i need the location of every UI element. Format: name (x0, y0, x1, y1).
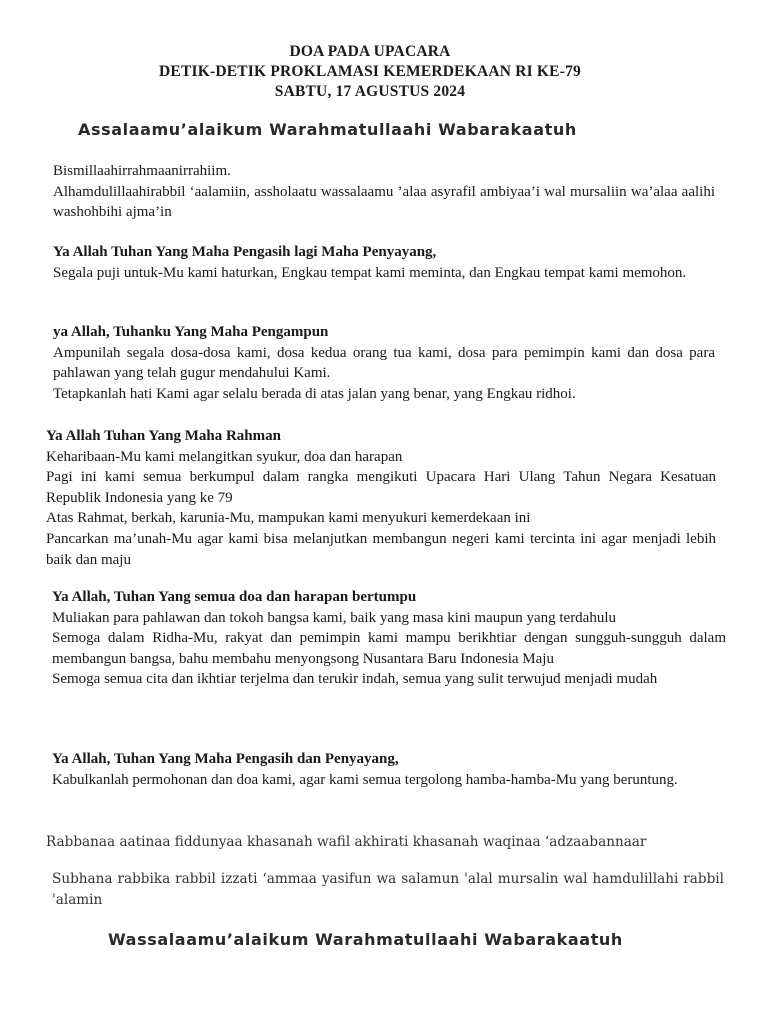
closing-prayer-rabbanaa: Rabbanaa aatinaa fiddunyaa khasanah wafil akhirati khasanah waqinaa ‘adzaabannaar (46, 834, 647, 850)
title-line-2: DETIK-DETIK PROKLAMASI KEMERDEKAAN RI KE-79 (159, 63, 581, 80)
paragraph-line: Muliakan para pahlawan dan tokoh bangsa kami, baik yang masa kini maupun yang terdahulu (52, 609, 617, 626)
paragraph-line: Pancarkan ma’unah-Mu agar kami bisa melanjutkan membangun negeri kami tercinta ini agar menjadi lebih baik dan maju (46, 530, 716, 568)
section-heading: Ya Allah, Tuhan Yang semua doa dan harapan bertumpu (52, 589, 417, 605)
paragraph-line: Semoga dalam Ridha-Mu, rakyat dan pemimpin kami mampu berikhtiar dengan sungguh-sungguh dalam membangun bangsa, bahu membahu menyongsong Nusantara Baru Indonesia Maju (52, 630, 726, 667)
paragraph-line: Semoga semua cita dan ikhtiar terjelma dan terukir indah, semua yang sulit terwujud menjadi mudah (52, 671, 658, 688)
section-pengampun (53, 322, 715, 404)
section-heading: Ya Allah, Tuhan Yang Maha Pengasih dan Penyayang, (52, 751, 399, 767)
closing-prayer-subhana: Subhana rabbika rabbil izzati ‘ammaa yasifun wa salamun 'alal mursalin wal hamdulillahi rabbil 'alamin (52, 871, 724, 908)
paragraph-line: Kabulkanlah permohonan dan doa kami, agar kami semua tergolong hamba-hamba-Mu yang beruntung. (52, 771, 678, 788)
section-opening (53, 161, 715, 223)
paragraph-line: Atas Rahmat, berkah, karunia-Mu, mampukan kami menyukuri kemerdekaan ini (46, 510, 531, 527)
closing-greeting: Wassalaamu’alaikum Warahmatullaahi Wabarakaatuh (108, 930, 623, 949)
paragraph-line: Segala puji untuk-Mu kami haturkan, Engkau tempat kami meminta, dan Engkau tempat kami memohon. (53, 264, 687, 281)
paragraph-line: Tetapkanlah hati Kami agar selalu berada di atas jalan yang benar, yang Engkau ridhoi. (53, 385, 576, 402)
document-title (0, 42, 740, 102)
title-line-3: SABTU, 17 AGUSTUS 2024 (274, 83, 466, 100)
paragraph-line: Alhamdulillaahirabbil ‘aalamiin, assholaatu wassalaamu ’alaa asyrafil ambiyaa’i wal mursaliin wa’alaa aalihi washohbihi ajma’in (53, 183, 715, 221)
section-harapan (52, 587, 726, 690)
opening-greeting: Assalaamu’alaikum Warahmatullaahi Wabarakaatuh (78, 120, 577, 139)
paragraph-line: Ampunilah segala dosa-dosa kami, dosa kedua orang tua kami, dosa para pemimpin kami dan dosa para pahlawan yang telah gugur mendahului Kami. (53, 344, 715, 382)
paragraph-line: Keharibaan-Mu kami melangitkan syukur, doa dan harapan (46, 448, 403, 465)
paragraph-line: Pagi ini kami semua berkumpul dalam rangka mengikuti Upacara Hari Ulang Tahun Negara Kesatuan Republik Indonesia yang ke 79 (46, 469, 716, 506)
section-heading: Ya Allah Tuhan Yang Maha Pengasih lagi Maha Penyayang, (53, 244, 437, 260)
paragraph-line: Bismillaahirrahmaanirrahiim. (53, 163, 231, 179)
section-rahman (46, 426, 716, 570)
section-heading: Ya Allah Tuhan Yang Maha Rahman (46, 428, 281, 444)
section-heading: ya Allah, Tuhanku Yang Maha Pengampun (53, 324, 329, 340)
title-line-1: DOA PADA UPACARA (289, 43, 451, 60)
section-penyayang (52, 749, 726, 790)
section-pengasih (53, 242, 715, 283)
